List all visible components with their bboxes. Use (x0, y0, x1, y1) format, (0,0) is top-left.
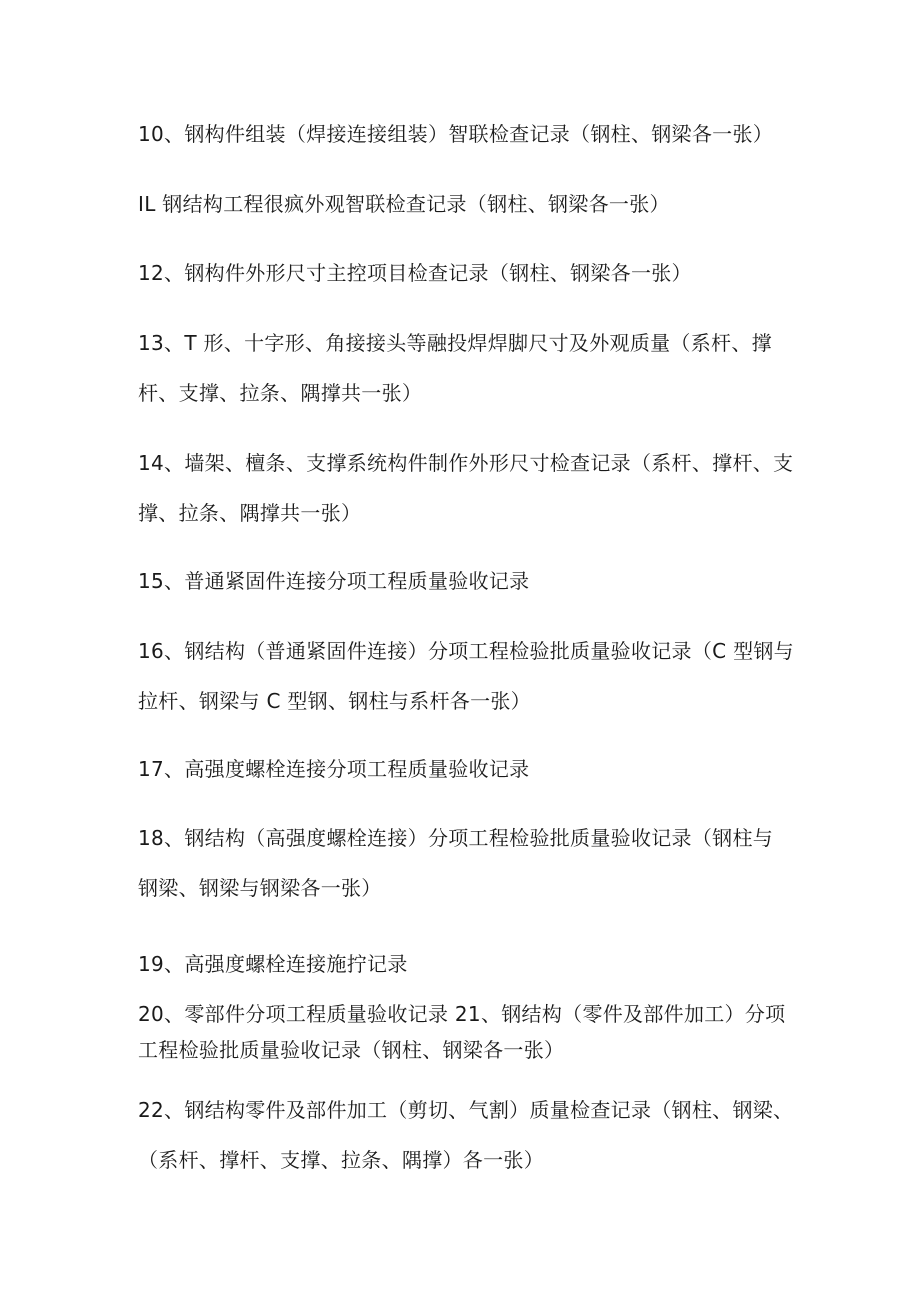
item-line: 22、钢结构零件及部件加工（剪切、气割）质量检查记录（钢柱、钢梁、 (138, 1098, 794, 1122)
list-item-22 (138, 1097, 794, 1173)
item-line: 20、零部件分项工程质量验收记录 21、钢结构（零件及部件加工）分项 (138, 1002, 786, 1026)
list-item-13 (138, 330, 788, 406)
item-line: 16、钢结构（普通紧固件连接）分项工程检验批质量验收记录（C 型钢与 (138, 639, 794, 663)
list-item-12 (138, 260, 788, 286)
list-item-11 (138, 191, 788, 217)
item-line: 杆、支撑、拉条、隅撑共一张） (138, 381, 423, 405)
list-item-19 (138, 951, 788, 977)
item-line: 钢梁、钢梁与钢梁各一张） (138, 876, 382, 900)
list-item-18 (138, 825, 788, 901)
list-item-10 (138, 121, 788, 147)
item-line: 14、墙架、檀条、支撑系统构件制作外形尺寸检查记录（系杆、撑杆、支 (138, 451, 794, 475)
list-item-20-21 (138, 1001, 788, 1063)
item-line: 10、钢构件组装（焊接连接组装）智联检查记录（钢柱、钢梁各一张） (138, 122, 774, 146)
list-item-16 (138, 638, 794, 714)
item-line: （系杆、撑杆、支撑、拉条、隅撑）各一张） (138, 1148, 544, 1172)
item-line: IL 钢结构工程很疯外观智联检查记录（钢柱、钢梁各一张） (138, 192, 670, 216)
item-line: 17、高强度螺栓连接分项工程质量验收记录 (138, 757, 530, 781)
item-line: 工程检验批质量验收记录（钢柱、钢梁各一张） (138, 1038, 565, 1062)
list-item-17 (138, 756, 788, 782)
item-line: 19、高强度螺栓连接施拧记录 (138, 952, 408, 976)
list-item-15 (138, 568, 788, 594)
item-line: 撑、拉条、隅撑共一张） (138, 501, 362, 525)
item-line: 13、T 形、十字形、角接接头等融投焊焊脚尺寸及外观质量（系杆、撑 (138, 331, 772, 355)
item-line: 18、钢结构（高强度螺栓连接）分项工程检验批质量验收记录（钢柱与 (138, 826, 774, 850)
item-line: 15、普通紧固件连接分项工程质量验收记录 (138, 569, 530, 593)
item-line: 拉杆、钢梁与 C 型钢、钢柱与系杆各一张） (138, 689, 531, 713)
list-item-14 (138, 450, 794, 526)
item-line: 12、钢构件外形尺寸主控项目检查记录（钢柱、钢梁各一张） (138, 261, 692, 285)
